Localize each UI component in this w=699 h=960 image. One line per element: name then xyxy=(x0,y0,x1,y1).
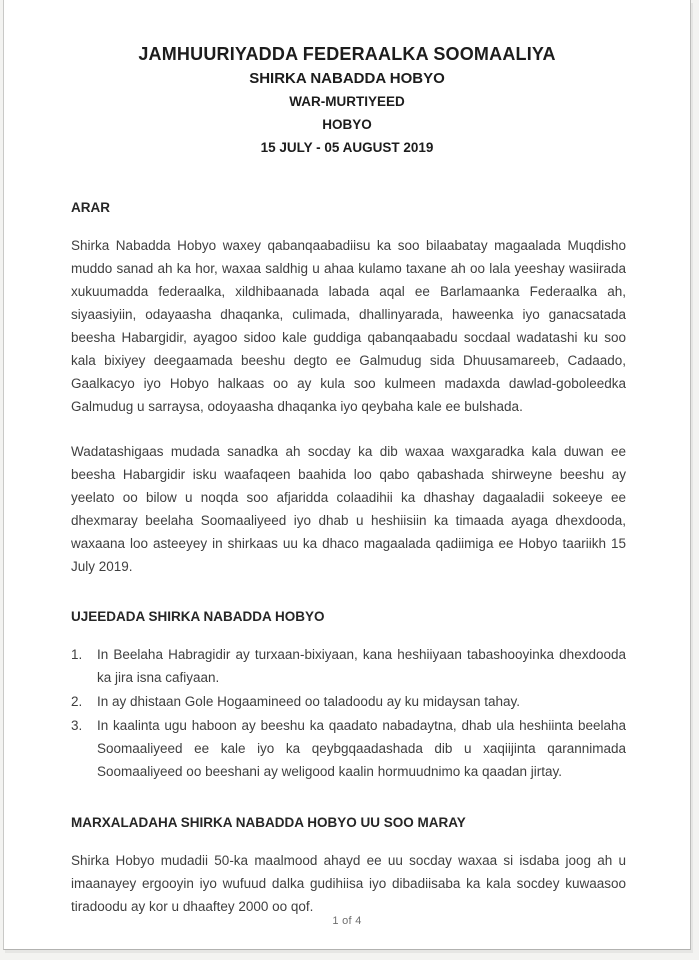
list-item-number: 1. xyxy=(71,647,83,662)
document-location: HOBYO xyxy=(322,117,372,132)
list-item-number: 2. xyxy=(71,694,83,709)
section-heading-objectives: UJEEDADA SHIRKA NABADDA HOBYO xyxy=(71,609,325,624)
paragraph-intro-1: Shirka Nabadda Hobyo waxey qabanqaabadiisu ka soo bilaabatay magaalada Muqdisho muddo sanad ah ka hor, waxaa saldhig u ahaa kulamo taxane ah oo lala yeeshay wasiirada xukuumadda federaalka, xildhibaanada labada aqal ee Barlamaanka Federaalka ah, siyaasiyiin, odayaasha dhaqanka, culimada, dhallinyarada, haweenka iyo ganacsatada beesha Habargidir, ayagoo sidoo kale guddiga qabanqaabadu socdaal wadatashi ku soo kala bixiyey deegaamada beeshu degto ee Galmudug sida Dhuusamareeb, Cadaado, Gaalkacyo iyo Hobyo halkaas oo ay kula soo kulmeen madaxda dawlad-goboleedka Galmudug u sarraysa, odoyaasha dhaqanka iyo qeybaha kale ee bulshada. xyxy=(71,238,626,414)
document-type: WAR-MURTIYEED xyxy=(289,94,405,109)
list-item-number: 3. xyxy=(71,718,83,733)
list-item xyxy=(71,714,626,783)
paragraph-intro-2: Wadatashigaas mudada sanadka ah socday ka dib waxaa waxgaradka kala duwan ee beesha Habargidir isku waafaqeen baahida loo qabo qabashada shirweyne beeshu ay yeelato oo bilow u noqda soo afjaridda colaadihii ka dhashay dagaaladii sokeeye ee dhexmaray beelaha Soomaaliyeed iyo dhab u heshiisiin ka timaada ayaga dhexdooda, waxaana loo asteeyey in shirkaas uu ka dhaco magaalada qadiimiga ee Hobyo taariikh 15 July 2019. xyxy=(71,444,626,574)
paragraph-stages-1: Shirka Hobyo mudadii 50-ka maalmood ahayd ee uu socday waxaa si isdaba joog ah u imaanayey ergooyin iyo wufuud dalka gudihiisa iyo dibadiisaba ka kala socdey kuwaasoo tiradoodu ay kor u dhaaftey 2000 oo qof. xyxy=(71,853,626,914)
list-item-text: In ay dhistaan Gole Hogaamineed oo taladoodu ay ku midaysan tahay. xyxy=(97,694,521,709)
document-date-range: 15 JULY - 05 AUGUST 2019 xyxy=(260,140,434,155)
conference-name: SHIRKA NABADDA HOBYO xyxy=(249,70,445,87)
list-item-text: In Beelaha Habragidir ay turxaan-bixiyaan, kana heshiiyaan tabashooyinka dhexdooda ka jira isna cafiyaan. xyxy=(97,647,626,685)
document-header xyxy=(4,0,690,159)
objectives-list xyxy=(71,643,626,783)
document-title: JAMHUURIYADDA FEDERAALKA SOOMAALIYA xyxy=(138,44,556,64)
list-item xyxy=(71,643,626,689)
document-page xyxy=(3,0,691,950)
document-body xyxy=(4,159,690,918)
section-heading-stages: MARXALADAHA SHIRKA NABADDA HOBYO UU SOO MARAY xyxy=(71,815,466,830)
page-footer xyxy=(4,915,690,927)
section-heading-arar: ARAR xyxy=(71,200,110,215)
page-number: 1 of 4 xyxy=(332,915,362,927)
list-item-text: In kaalinta ugu haboon ay beeshu ka qaadato nabadaytna, dhab ula heshiinta beelaha Soomaaliyeed ee kale iyo ka qeybgqaadashada dib u xaqiijinta qarannimada Soomaaliyeed oo beeshani ay weligood kaalin hormuudnimo ka qaadan jirtay. xyxy=(97,718,626,779)
list-item xyxy=(71,690,626,713)
